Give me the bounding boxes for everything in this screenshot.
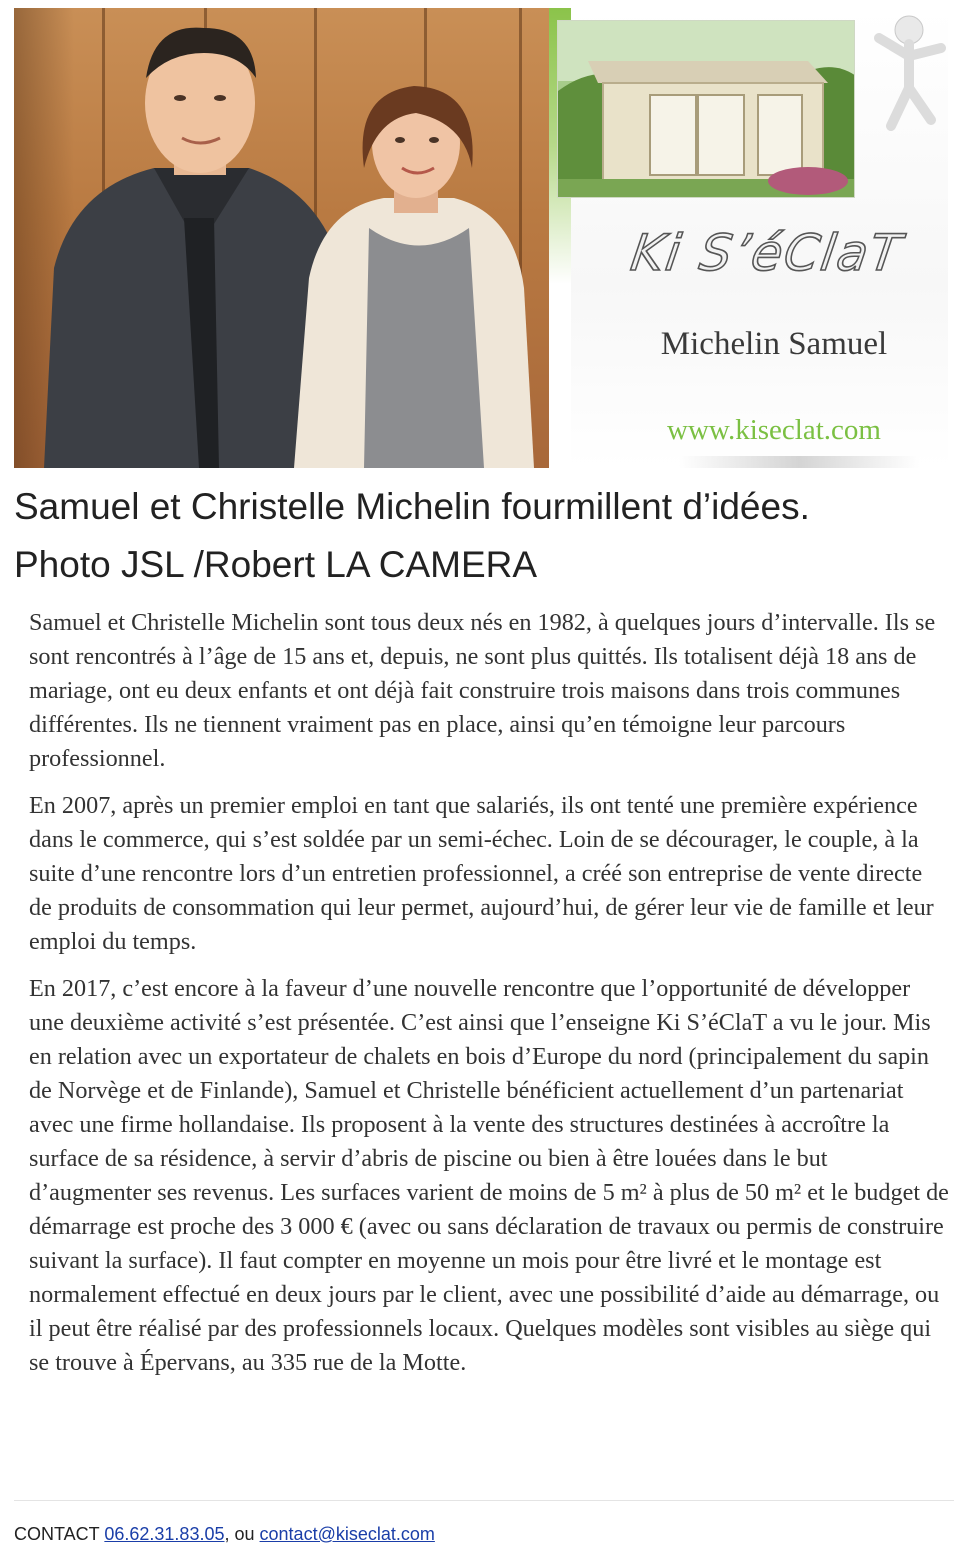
brand-banner (549, 8, 948, 468)
divider (14, 1500, 954, 1501)
chalet-image (557, 20, 855, 198)
photo-caption (14, 478, 954, 594)
contact-line (14, 1524, 435, 1545)
caption-line-1: Samuel et Christelle Michelin fourmillent d’idées. (14, 486, 810, 527)
phone-link[interactable]: 06.62.31.83.05 (104, 1524, 225, 1544)
article-body (29, 606, 949, 1393)
contact-label: CONTACT (14, 1524, 100, 1544)
article-paragraph-2: En 2007, après un premier emploi en tant que salariés, ils ont tenté une première expérience dans le commerce, qui s’est soldée par un semi-échec. Loin de se décourager, le couple, à la suite d’une rencontre lors d’un entretien professionnel, a créé son entreprise de vente directe de produits de consommation qui leur permet, aujourd’hui, de gérer leur vie de famille et leur emploi du temps. (29, 792, 934, 955)
jumping-figure-icon (869, 8, 948, 138)
faded-text-line (679, 456, 919, 468)
article-paragraph-3: En 2017, c’est encore à la faveur d’une nouvelle rencontre que l’opportunité de développer une deuxième activité s’est présentée. C’est ainsi que l’enseigne Ki S’éClaT a vu le jour. Mis en relation avec un exportateur de chalets en bois d’Europe du nord (principalement du sapin de Norvège et de Finlande), Samuel et Christelle bénéficient actuellement d’un partenariat avec une firme hollandaise. Ils proposent à la vente des structures destinées à accroître la surface de sa résidence, à servir d’abris de piscine ou bien à être louées dans le but d’augmenter ses revenus. Les surfaces varient de moins de 5 m² à plus de 50 m² et le budget de démarrage est proche des 3 000 € (avec ou sans déclaration de travaux ou permis de construire suivant la surface). Il faut compter en moyenne un mois pour être livré et le montage est normalement effectué en deux jours par le client, avec une possibilité d’aide au démarrage, ou il peut être réalisé par des professionnels locaux. Quelques modèles sont visibles au siège qui se trouve à Épervans, au 335 rue de la Motte. (29, 975, 949, 1376)
contact-separator: , ou (224, 1524, 255, 1544)
caption-line-2: Photo JSL /Robert LA CAMERA (14, 544, 538, 585)
couple-photo (14, 8, 549, 468)
hero-image (14, 8, 948, 468)
woman-figure (294, 78, 544, 468)
website-text: www.kiseclat.com (667, 414, 881, 446)
owner-name: Michelin Samuel (660, 326, 888, 362)
article-paragraph-1: Samuel et Christelle Michelin sont tous deux nés en 1982, à quelques jours d’intervalle. Ils se sont rencontrés à l’âge de 15 ans et, depuis, ne sont plus quittés. Ils totalisent déjà 18 ans de mariage, ont eu deux enfants et ont déjà fait construire trois maisons dans trois communes différentes. Ils ne tiennent vraiment pas en place, ainsi qu’en témoigne leur parcours professionnel. (29, 609, 936, 772)
brand-name: Ki S’éClaT (627, 224, 907, 282)
email-link[interactable]: contact@kiseclat.com (259, 1524, 435, 1544)
